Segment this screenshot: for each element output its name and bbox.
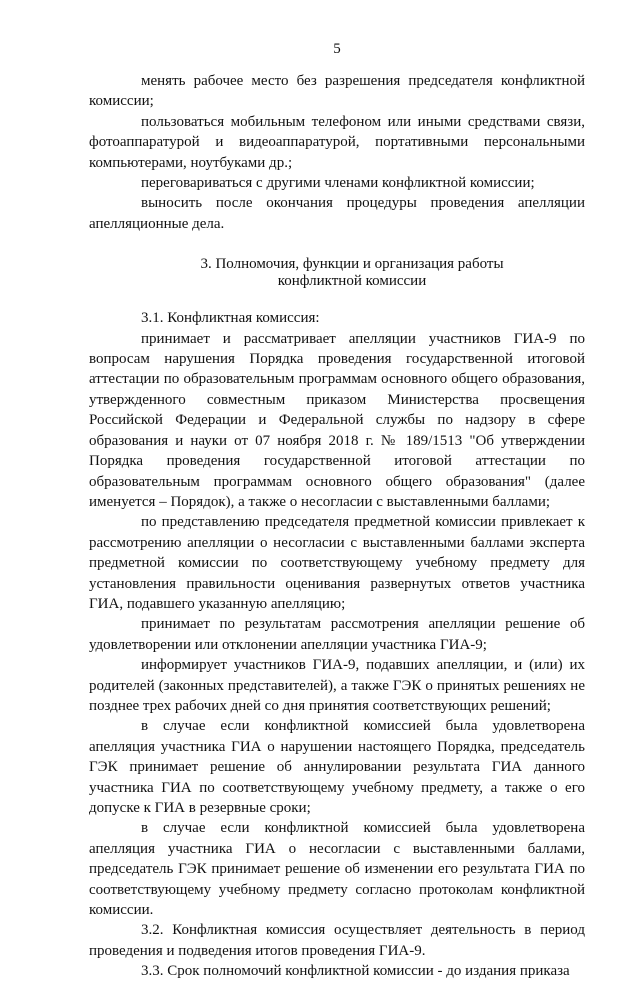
section-heading-line-1: 3. Полномочия, функции и организация работы [200, 256, 504, 273]
body-paragraph-expert: по представлению председателя предметной комиссии привлекает к рассмотрению апелляции о несогласии с выставленными баллами эксперта предметной комиссии по соответствующему учебному предмету для установления правильности оценивания развернутых ответов участника ГИА, подавшего указанную апелляцию; [89, 514, 585, 612]
body-paragraph-appeals: принимает и рассматривает апелляции участников ГИА-9 по вопросам нарушения Порядка проведения государственной итоговой аттестации по образовательным программам основного общего образования, утвержденного совместным приказом Министерства просвещения Российской Федерации и Федеральной службы по надзору в сфере образования и науки от 07 ноября 2018 г. № 189/1513 "Об утверждении Порядка проведения государственной итоговой аттестации по образовательным программам основного общего образования" (далее именуется – Порядок), а также о несогласии с выставленными баллами; [89, 330, 585, 510]
body-paragraph-inform: информирует участников ГИА-9, подавших апелляции, и (или) их родителей (законных представителей), а также ГЭК о принятых решениях не позднее трех рабочих дней со дня принятия соответствующих решений; [89, 657, 585, 714]
clause-3-2: 3.2. Конфликтная комиссия осуществляет деятельность в период проведения и подведения итогов проведения ГИА-9. [89, 922, 585, 959]
body-paragraph-decision: принимает по результатам рассмотрения апелляции решение об удовлетворении или отклонении апелляции участника ГИА-9; [89, 616, 585, 653]
page-number: 5 [333, 41, 341, 57]
intro-paragraph-4: выносить после окончания процедуры проведения апелляции апелляционные дела. [89, 195, 585, 232]
intro-list [89, 71, 585, 234]
clause-3-3: 3.3. Срок полномочий конфликтной комиссии - до издания приказа [141, 963, 570, 980]
intro-paragraph-2: пользоваться мобильным телефоном или иными средствами связи, фотоаппаратурой и видеоаппаратурой, портативными персональными компьютерами, ноутбуками др.; [89, 113, 585, 171]
section-heading-line-2: конфликтной комиссии [277, 272, 427, 289]
intro-paragraph-1: менять рабочее место без разрешения председателя конфликтной комиссии; [89, 73, 585, 110]
clause-3-1-title: 3.1. Конфликтная комиссия: [141, 310, 320, 327]
intro-paragraph-3: переговариваться с другими членами конфликтной комиссии; [141, 175, 535, 192]
body-paragraph-violation: в случае если конфликтной комиссией была удовлетворена апелляция участника ГИА о нарушении настоящего Порядка, председатель ГЭК принимает решение об аннулировании результата ГИА данного участника ГИА по соответствующему учебному предмету, а также о его допуске к ГИА в резервные сроки; [89, 718, 585, 816]
document-page [89, 40, 585, 982]
section-heading [89, 256, 585, 289]
body-paragraph-scores: в случае если конфликтной комиссией была удовлетворена апелляция участника ГИА о несогласии с выставленными баллами, председатель ГЭК принимает решение об изменении его результата ГИА по соответствующему учебному предмету согласно протоколам конфликтной комиссии. [89, 820, 585, 919]
section-body [89, 308, 585, 981]
